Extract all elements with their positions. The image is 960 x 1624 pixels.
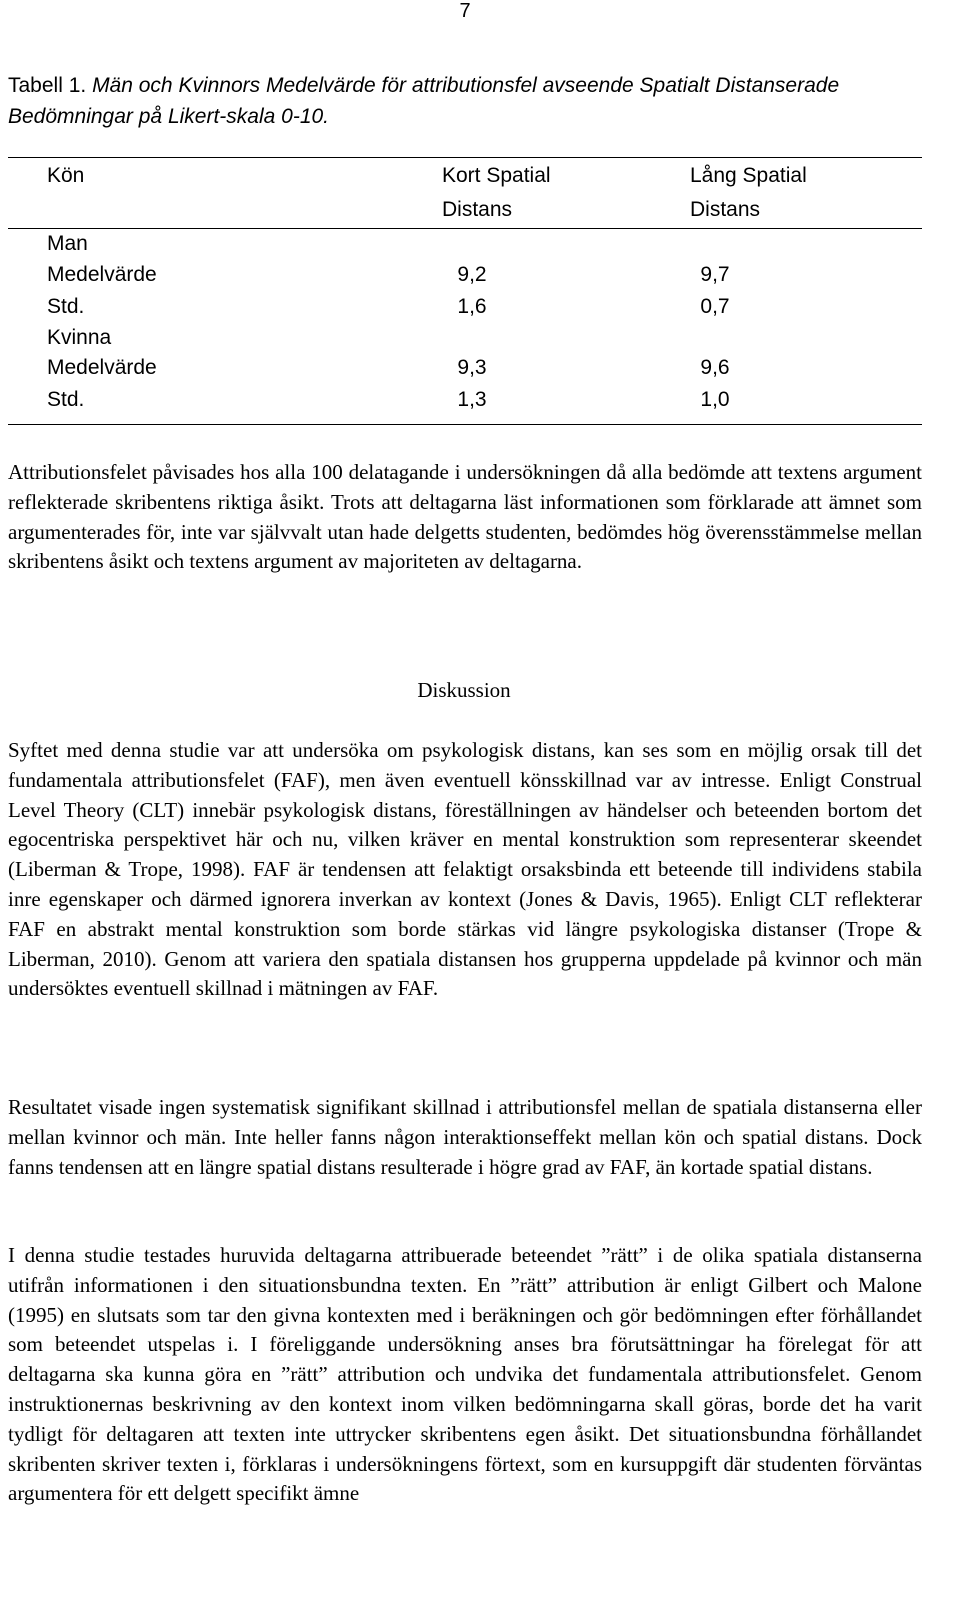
row-label: Kvinna	[47, 326, 112, 349]
table-caption-label: Tabell 1.	[8, 74, 87, 97]
header-long-distance-line2: Distans	[690, 198, 761, 221]
discussion-paragraph-1: Syftet med denna studie var att undersöka om psykologisk distans, kan ses som en möjlig orsak till det fundamentala attributionsfelet (FAF), men även eventuell könsskillnad var av intresse. Enligt Construal Level Theory (CLT) innebär psykologisk distans, föreställningen av händelser och beteenden bortom det egocentriska perspektivet här och nu, vilken kräver en mental konstruktion som representerar skeendet (Liberman & Trope, 1998). FAF är tendensen att felaktigt orsaksbinda ett beteende till individens stabila inre egenskaper och därmed ignorera inverkan av kontext (Jones & Davis, 1965). Enligt CLT reflekterar FAF en abstrakt mental konstruktion som borde stärkas vid längre psykologiska distanser (Trope & Liberman, 2010). Genom att variera den spatiala distansen hos grupperna uppdelade på kvinnor och män undersöktes eventuell skillnad i mätningen av FAF.	[8, 738, 922, 1001]
header-short-distance-line1: Kort Spatial	[442, 164, 551, 187]
discussion-paragraph-2: Resultatet visade ingen systematisk signifikant skillnad i attributionsfel mellan de spatiala distanserna eller mellan kvinnor och män. Inte heller fanns någon interaktionseffekt mellan kön och spatial distans. Dock fanns tendensen att en längre spatial distans resulterade i högre grad av FAF, än kortade spatial distans.	[8, 1095, 922, 1179]
header-short-distance-line2: Distans	[442, 198, 513, 221]
table-header-rule	[8, 228, 922, 229]
table-caption	[8, 70, 928, 132]
page-number: 7	[459, 0, 471, 22]
cell-long: 0,7	[700, 295, 730, 318]
cell-long: 9,6	[700, 356, 730, 379]
row-label: Man	[47, 232, 88, 255]
row-label: Std.	[47, 295, 85, 318]
table-bottom-rule	[8, 424, 922, 425]
row-label: Std.	[47, 388, 85, 411]
cell-short: 1,6	[457, 295, 487, 318]
cell-short: 1,3	[457, 388, 487, 411]
header-long-distance-line1: Lång Spatial	[690, 164, 807, 187]
row-label: Medelvärde	[47, 263, 157, 286]
row-label: Medelvärde	[47, 356, 157, 379]
header-gender: Kön	[47, 164, 85, 187]
section-heading: Diskussion	[417, 678, 511, 702]
table-caption-text: Män och Kvinnors Medelvärde för attributionsfel avseende Spatialt Distanserade Bedömningar på Likert-skala 0-10.	[8, 74, 840, 128]
cell-long: 1,0	[700, 388, 730, 411]
table-top-rule	[8, 157, 922, 158]
cell-long: 9,7	[700, 263, 730, 286]
cell-short: 9,2	[457, 263, 487, 286]
results-paragraph: Attributionsfelet påvisades hos alla 100 delatagande i undersökningen då alla bedömde att textens argument reflekterade skribentens riktiga åsikt. Trots att deltagarna läst informationen som förklarade att ämnet som argumenterades för, inte var självvalt utan hade delgetts studenten, bedömdes hög överensstämmelse mellan skribentens åsikt och textens argument av majoriteten av deltagarna.	[8, 460, 922, 574]
cell-short: 9,3	[457, 356, 487, 379]
discussion-paragraph-3: I denna studie testades huruvida deltagarna attribuerade beteendet ”rätt” i de olika spatiala distanserna utifrån informationen i den situationsbundna texten. En ”rätt” attribution är enligt Gilbert och Malone (1995) en slutsats som tar den givna kontexten med i beräkningen och gör bedömningen efter förhållandet som beteendet utspelas i. I föreliggande undersökning anses bra förutsättningar ha förelegat för att deltagarna ska kunna göra en ”rätt” attribution och undvika det fundamentala attributionsfelet. Genom instruktionernas beskrivning av den kontext inom vilken bedömningarna skall göras, borde det ha varit tydligt för deltagaren att texten inte uttrycker skribentens egen åsikt. Det situationsbundna förhållandet skribenten skriver texten i, förklaras i undersökningens förtext, som en kursuppgift där studenten förväntas argumentera för ett delgett specifikt ämne	[8, 1243, 922, 1506]
